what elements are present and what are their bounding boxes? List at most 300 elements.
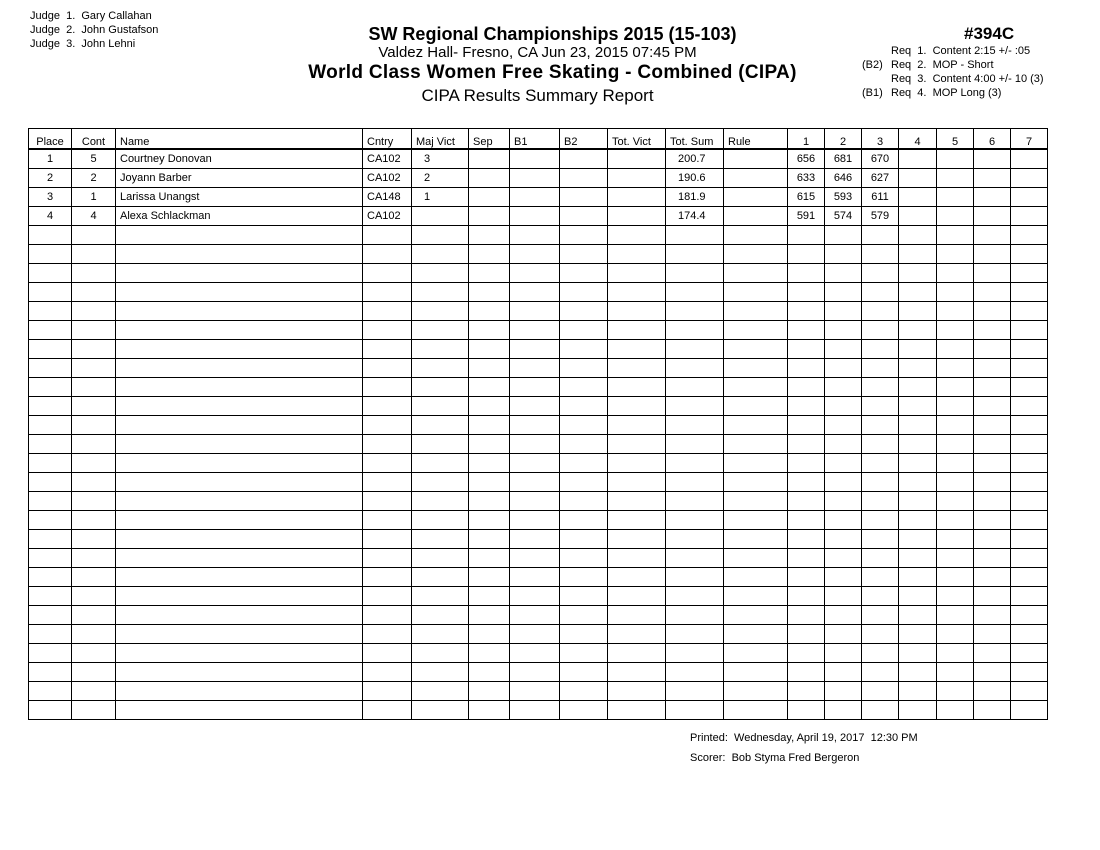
- table-cell: [825, 416, 862, 435]
- table-cell: [974, 625, 1011, 644]
- table-cell: [724, 169, 788, 188]
- table-cell: [974, 378, 1011, 397]
- table-cell: [560, 359, 608, 378]
- table-cell: [469, 473, 510, 492]
- table-cell: [724, 511, 788, 530]
- table-cell: [974, 321, 1011, 340]
- table-cell: 4: [29, 207, 72, 226]
- table-cell: [412, 625, 469, 644]
- requirement-text: Req 3. Content 4:00 +/- 10 (3): [891, 73, 1044, 85]
- table-cell: [469, 511, 510, 530]
- table-cell: [469, 340, 510, 359]
- table-cell: [510, 226, 560, 245]
- table-cell: [899, 701, 937, 720]
- table-cell: CA102: [363, 207, 412, 226]
- table-cell: [724, 416, 788, 435]
- table-cell: [899, 188, 937, 207]
- table-cell: [724, 245, 788, 264]
- table-cell: [974, 416, 1011, 435]
- table-cell: [29, 606, 72, 625]
- table-cell: [469, 435, 510, 454]
- table-cell: [116, 416, 363, 435]
- table-cell: [560, 511, 608, 530]
- table-cell: [724, 568, 788, 587]
- table-cell: [1011, 169, 1048, 188]
- table-cell: 1: [412, 188, 469, 207]
- table-cell: [510, 378, 560, 397]
- table-cell: [1011, 549, 1048, 568]
- table-cell: [412, 511, 469, 530]
- table-cell: [666, 397, 724, 416]
- table-cell: [560, 701, 608, 720]
- table-cell: [608, 378, 666, 397]
- table-cell: [510, 473, 560, 492]
- printed-timestamp: Printed: Wednesday, April 19, 2017 12:30 PM: [690, 732, 918, 744]
- table-cell: 591: [788, 207, 825, 226]
- table-cell: [608, 264, 666, 283]
- table-cell: [116, 473, 363, 492]
- table-cell: [560, 435, 608, 454]
- table-cell: [937, 207, 974, 226]
- table-cell: [862, 568, 899, 587]
- table-cell: [72, 340, 116, 359]
- table-cell: [974, 302, 1011, 321]
- table-cell: [937, 606, 974, 625]
- table-cell: [666, 454, 724, 473]
- table-row: [29, 378, 1048, 397]
- table-cell: [469, 321, 510, 340]
- table-cell: [862, 644, 899, 663]
- table-cell: [862, 492, 899, 511]
- column-header: Name: [116, 129, 363, 150]
- table-cell: [937, 511, 974, 530]
- table-cell: [608, 473, 666, 492]
- table-cell: [363, 511, 412, 530]
- table-cell: 200.7: [666, 149, 724, 169]
- table-cell: [825, 549, 862, 568]
- table-cell: 627: [862, 169, 899, 188]
- table-cell: [29, 549, 72, 568]
- table-cell: [788, 682, 825, 701]
- table-cell: [510, 283, 560, 302]
- table-cell: [29, 321, 72, 340]
- table-cell: [560, 492, 608, 511]
- table-cell: [29, 701, 72, 720]
- table-cell: [469, 378, 510, 397]
- table-row: [29, 492, 1048, 511]
- table-cell: [1011, 435, 1048, 454]
- table-cell: [666, 416, 724, 435]
- table-cell: [937, 682, 974, 701]
- table-cell: [1011, 530, 1048, 549]
- table-cell: [724, 454, 788, 473]
- table-cell: [560, 302, 608, 321]
- table-cell: [1011, 321, 1048, 340]
- table-cell: [510, 568, 560, 587]
- table-cell: [788, 416, 825, 435]
- table-cell: [469, 549, 510, 568]
- table-row: [29, 283, 1048, 302]
- table-cell: [899, 340, 937, 359]
- table-cell: [363, 549, 412, 568]
- table-cell: [937, 245, 974, 264]
- table-cell: [29, 435, 72, 454]
- table-cell: [72, 321, 116, 340]
- table-cell: [510, 587, 560, 606]
- table-cell: [862, 378, 899, 397]
- table-cell: [608, 644, 666, 663]
- table-cell: [862, 321, 899, 340]
- table-cell: [116, 492, 363, 511]
- table-cell: [510, 454, 560, 473]
- table-cell: 1: [29, 149, 72, 169]
- table-cell: [363, 245, 412, 264]
- table-cell: 174.4: [666, 207, 724, 226]
- table-cell: [1011, 359, 1048, 378]
- table-cell: [1011, 454, 1048, 473]
- table-cell: [825, 283, 862, 302]
- table-cell: [937, 454, 974, 473]
- table-cell: [937, 264, 974, 283]
- table-cell: [974, 169, 1011, 188]
- table-cell: [788, 625, 825, 644]
- table-cell: [974, 454, 1011, 473]
- column-header: Tot. Vict: [608, 129, 666, 150]
- column-header: 1: [788, 129, 825, 150]
- table-cell: [116, 587, 363, 606]
- table-cell: [974, 149, 1011, 169]
- table-cell: [974, 226, 1011, 245]
- requirement-prefix: (B1): [862, 87, 883, 99]
- table-cell: [788, 511, 825, 530]
- table-cell: [116, 644, 363, 663]
- table-cell: CA102: [363, 169, 412, 188]
- table-cell: [666, 283, 724, 302]
- table-cell: [116, 302, 363, 321]
- table-cell: [862, 397, 899, 416]
- table-cell: [72, 492, 116, 511]
- table-cell: [412, 245, 469, 264]
- table-cell: [862, 530, 899, 549]
- table-cell: [788, 492, 825, 511]
- table-cell: [363, 663, 412, 682]
- table-cell: [469, 587, 510, 606]
- table-row: [29, 511, 1048, 530]
- table-cell: [666, 606, 724, 625]
- table-cell: [974, 359, 1011, 378]
- table-cell: [825, 568, 862, 587]
- table-cell: [608, 530, 666, 549]
- table-cell: [608, 340, 666, 359]
- column-header: Maj Vict: [412, 129, 469, 150]
- table-cell: [974, 283, 1011, 302]
- table-cell: [937, 549, 974, 568]
- table-cell: [899, 302, 937, 321]
- table-cell: [666, 530, 724, 549]
- table-cell: [116, 663, 363, 682]
- table-cell: [116, 568, 363, 587]
- table-cell: [724, 340, 788, 359]
- table-cell: [937, 340, 974, 359]
- table-cell: [974, 549, 1011, 568]
- table-cell: [1011, 283, 1048, 302]
- table-cell: [666, 340, 724, 359]
- table-cell: [1011, 625, 1048, 644]
- table-cell: 574: [825, 207, 862, 226]
- table-cell: [363, 264, 412, 283]
- table-cell: [825, 454, 862, 473]
- table-cell: [825, 530, 862, 549]
- table-cell: [29, 302, 72, 321]
- table-cell: [469, 530, 510, 549]
- table-cell: [899, 530, 937, 549]
- table-cell: [974, 568, 1011, 587]
- table-cell: 681: [825, 149, 862, 169]
- table-cell: [29, 568, 72, 587]
- table-cell: [608, 188, 666, 207]
- table-cell: [116, 245, 363, 264]
- table-cell: [974, 264, 1011, 283]
- table-cell: [72, 226, 116, 245]
- judge-1: Judge 1. Gary Callahan: [30, 10, 152, 22]
- table-cell: [412, 416, 469, 435]
- table-cell: [825, 644, 862, 663]
- table-row: [29, 568, 1048, 587]
- requirement-text: Req 4. MOP Long (3): [891, 87, 1002, 99]
- table-cell: [862, 682, 899, 701]
- table-cell: [469, 644, 510, 663]
- table-row: [29, 549, 1048, 568]
- table-cell: [412, 207, 469, 226]
- table-cell: [469, 625, 510, 644]
- table-cell: [608, 359, 666, 378]
- table-cell: [724, 283, 788, 302]
- table-cell: [412, 226, 469, 245]
- table-cell: CA102: [363, 149, 412, 169]
- table-cell: [825, 682, 862, 701]
- table-cell: [724, 587, 788, 606]
- table-row: [29, 606, 1048, 625]
- table-cell: [560, 207, 608, 226]
- table-cell: [1011, 416, 1048, 435]
- table-cell: [29, 378, 72, 397]
- table-cell: [825, 340, 862, 359]
- table-cell: [666, 644, 724, 663]
- table-cell: [899, 568, 937, 587]
- table-cell: [724, 549, 788, 568]
- table-cell: [899, 359, 937, 378]
- table-cell: [412, 606, 469, 625]
- table-cell: [825, 701, 862, 720]
- table-cell: [666, 492, 724, 511]
- table-cell: [412, 378, 469, 397]
- table-cell: [974, 587, 1011, 606]
- table-cell: [825, 302, 862, 321]
- table-cell: [72, 397, 116, 416]
- table-cell: [825, 226, 862, 245]
- table-cell: [116, 378, 363, 397]
- table-cell: [937, 587, 974, 606]
- table-cell: [363, 416, 412, 435]
- table-cell: [510, 625, 560, 644]
- table-cell: [825, 625, 862, 644]
- table-cell: [116, 625, 363, 644]
- table-cell: [862, 701, 899, 720]
- table-cell: [974, 530, 1011, 549]
- table-cell: 646: [825, 169, 862, 188]
- requirement-text: Req 2. MOP - Short: [891, 59, 994, 71]
- table-cell: Joyann Barber: [116, 169, 363, 188]
- table-cell: [862, 549, 899, 568]
- table-cell: [608, 625, 666, 644]
- column-header: B2: [560, 129, 608, 150]
- table-cell: [29, 245, 72, 264]
- table-cell: 633: [788, 169, 825, 188]
- table-cell: [666, 568, 724, 587]
- column-header: Sep: [469, 129, 510, 150]
- table-cell: [510, 264, 560, 283]
- table-cell: [72, 663, 116, 682]
- judges-list: [30, 9, 158, 51]
- table-cell: [825, 606, 862, 625]
- table-cell: [469, 663, 510, 682]
- table-cell: 615: [788, 188, 825, 207]
- table-cell: [560, 606, 608, 625]
- table-cell: [937, 169, 974, 188]
- table-cell: [974, 245, 1011, 264]
- table-cell: [412, 264, 469, 283]
- table-cell: [72, 454, 116, 473]
- table-cell: 1: [72, 188, 116, 207]
- table-cell: [608, 682, 666, 701]
- table-cell: [608, 511, 666, 530]
- table-cell: [560, 549, 608, 568]
- table-cell: [29, 644, 72, 663]
- table-cell: [862, 283, 899, 302]
- requirement-1: [862, 44, 1044, 58]
- table-cell: [1011, 302, 1048, 321]
- table-cell: [412, 549, 469, 568]
- table-cell: [825, 473, 862, 492]
- table-cell: [363, 606, 412, 625]
- table-cell: [724, 207, 788, 226]
- table-cell: [363, 454, 412, 473]
- table-cell: [788, 245, 825, 264]
- table-cell: [788, 378, 825, 397]
- table-cell: [510, 340, 560, 359]
- table-cell: [1011, 397, 1048, 416]
- table-cell: [899, 682, 937, 701]
- table-cell: [788, 283, 825, 302]
- table-cell: [72, 245, 116, 264]
- table-cell: 670: [862, 149, 899, 169]
- table-cell: [862, 435, 899, 454]
- table-cell: [899, 397, 937, 416]
- table-cell: [469, 169, 510, 188]
- table-cell: [72, 549, 116, 568]
- table-cell: [560, 473, 608, 492]
- table-cell: [974, 606, 1011, 625]
- table-cell: [72, 587, 116, 606]
- table-cell: [899, 606, 937, 625]
- table-row: [29, 625, 1048, 644]
- table-cell: [469, 416, 510, 435]
- table-cell: [666, 245, 724, 264]
- table-cell: [724, 625, 788, 644]
- table-cell: [1011, 245, 1048, 264]
- table-cell: [724, 644, 788, 663]
- table-cell: [899, 492, 937, 511]
- table-cell: [72, 606, 116, 625]
- table-cell: [72, 625, 116, 644]
- table-cell: [608, 226, 666, 245]
- table-cell: [724, 435, 788, 454]
- column-header: B1: [510, 129, 560, 150]
- table-cell: [29, 625, 72, 644]
- table-cell: [1011, 682, 1048, 701]
- table-cell: [862, 663, 899, 682]
- table-cell: [560, 226, 608, 245]
- table-cell: [788, 568, 825, 587]
- table-cell: [1011, 701, 1048, 720]
- table-cell: [937, 435, 974, 454]
- table-cell: 593: [825, 188, 862, 207]
- table-cell: [363, 321, 412, 340]
- table-cell: [724, 663, 788, 682]
- table-cell: [72, 378, 116, 397]
- table-cell: [724, 378, 788, 397]
- table-cell: [974, 188, 1011, 207]
- table-cell: [412, 283, 469, 302]
- table-cell: [412, 568, 469, 587]
- table-cell: [29, 283, 72, 302]
- table-cell: 2: [412, 169, 469, 188]
- table-cell: [1011, 473, 1048, 492]
- table-cell: Courtney Donovan: [116, 149, 363, 169]
- table-cell: [29, 359, 72, 378]
- table-cell: [1011, 606, 1048, 625]
- table-cell: [1011, 492, 1048, 511]
- table-cell: [666, 473, 724, 492]
- table-cell: [510, 549, 560, 568]
- table-cell: [724, 302, 788, 321]
- table-cell: [412, 359, 469, 378]
- table-cell: [608, 302, 666, 321]
- table-cell: [560, 245, 608, 264]
- table-cell: [724, 682, 788, 701]
- column-header: Cont: [72, 129, 116, 150]
- table-cell: [29, 473, 72, 492]
- table-cell: [72, 416, 116, 435]
- table-cell: [560, 644, 608, 663]
- table-cell: [510, 188, 560, 207]
- table-cell: [608, 283, 666, 302]
- table-cell: [937, 663, 974, 682]
- table-cell: [510, 149, 560, 169]
- table-cell: [469, 682, 510, 701]
- table-cell: [724, 359, 788, 378]
- table-cell: [937, 568, 974, 587]
- table-cell: [412, 663, 469, 682]
- table-cell: [363, 473, 412, 492]
- table-cell: [116, 226, 363, 245]
- table-row: [29, 264, 1048, 283]
- table-cell: [666, 663, 724, 682]
- table-cell: [510, 511, 560, 530]
- table-cell: [510, 530, 560, 549]
- competition-title: SW Regional Championships 2015 (15-103): [368, 24, 737, 44]
- table-cell: 579: [862, 207, 899, 226]
